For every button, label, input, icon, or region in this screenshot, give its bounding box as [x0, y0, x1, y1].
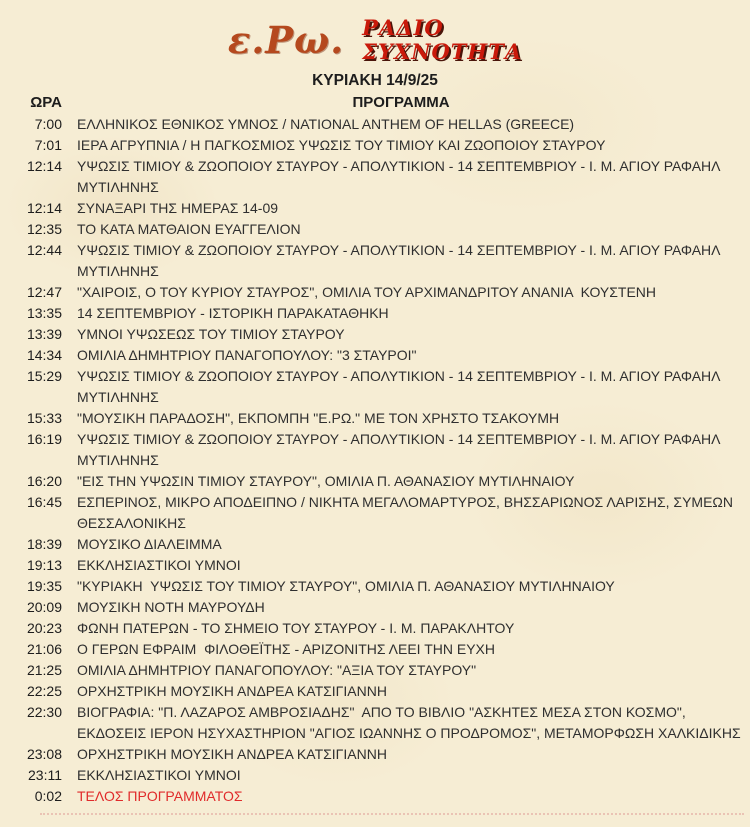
- schedule-time: 7:01: [34, 137, 62, 153]
- decorative-dotted-line: [40, 813, 744, 815]
- schedule-title: ΥΨΩΣΙΣ ΤΙΜΙΟΥ & ΖΩΟΠΟΙΟΥ ΣΤΑΥΡΟΥ - ΑΠΟΛΥΤΙΚΙΟΝ - 14 ΣΕΠΤΕΜΒΡΙΟΥ - Ι. Μ. ΑΓΙΟΥ ΡΑΦΑΗΛ ΜΥΤΙΛΗΝΗΣ: [77, 242, 724, 279]
- schedule-title: ΦΩΝΗ ΠΑΤΕΡΩΝ - ΤΟ ΣΗΜΕΙΟ ΤΟΥ ΣΤΑΥΡΟΥ - Ι. Μ. ΠΑΡΑΚΛΗΤΟΥ: [77, 620, 515, 636]
- schedule-row: [0, 408, 750, 429]
- schedule-row: [0, 324, 750, 345]
- schedule-title: Ο ΓΕΡΩΝ ΕΦΡΑΙΜ ΦΙΛΟΘΕΪΤΗΣ - ΑΡΙΖΟΝΙΤΗΣ ΛΕΕΙ ΤΗΝ ΕΥΧΗ: [77, 641, 495, 657]
- schedule-row: [0, 219, 750, 240]
- schedule-time: 13:39: [26, 326, 62, 342]
- schedule-time: 12:47: [26, 284, 62, 300]
- schedule-row: [0, 660, 750, 681]
- schedule-row: [0, 618, 750, 639]
- schedule-time: 22:30: [26, 704, 62, 720]
- schedule-time: 16:45: [26, 494, 62, 510]
- schedule-time: 20:09: [26, 599, 62, 615]
- schedule-list: [0, 114, 750, 807]
- schedule-row: [0, 681, 750, 702]
- schedule-row: [0, 786, 750, 807]
- schedule-title: ΥΨΩΣΙΣ ΤΙΜΙΟΥ & ΖΩΟΠΟΙΟΥ ΣΤΑΥΡΟΥ - ΑΠΟΛΥΤΙΚΙΟΝ - 14 ΣΕΠΤΕΜΒΡΙΟΥ - Ι. Μ. ΑΓΙΟΥ ΡΑΦΑΗΛ ΜΥΤΙΛΗΝΗΣ: [77, 158, 724, 195]
- schedule-time: 15:29: [26, 368, 62, 384]
- station-name-line2: ΣΥΧΝΟΤΗΤΑ: [362, 39, 523, 64]
- schedule-row: [0, 114, 750, 135]
- schedule-row: [0, 744, 750, 765]
- schedule-title: ΟΡΧΗΣΤΡΙΚΗ ΜΟΥΣΙΚΗ ΑΝΔΡΕΑ ΚΑΤΣΙΓΙΑΝΝΗ: [77, 683, 387, 699]
- schedule-title: ΟΜΙΛΙΑ ΔΗΜΗΤΡΙΟΥ ΠΑΝΑΓΟΠΟΥΛΟΥ: "3 ΣΤΑΥΡΟΙ": [77, 347, 417, 363]
- schedule-row: [0, 597, 750, 618]
- schedule-time: 18:39: [26, 536, 62, 552]
- schedule-row: [0, 471, 750, 492]
- schedule-title: ΜΟΥΣΙΚΟ ΔΙΑΛΕΙΜΜΑ: [77, 536, 222, 552]
- schedule-time: 12:14: [26, 200, 62, 216]
- schedule-time: 21:06: [26, 641, 62, 657]
- schedule-title: "ΧΑΙΡΟΙΣ, Ο ΤΟΥ ΚΥΡΙΟΥ ΣΤΑΥΡΟΣ", ΟΜΙΛΙΑ ΤΟΥ ΑΡΧΙΜΑΝΔΡΙΤΟΥ ΑΝΑΝΙΑ ΚΟΥΣΤΕΝΗ: [77, 284, 657, 300]
- schedule-time: 12:35: [26, 221, 62, 237]
- schedule-time: 21:25: [26, 662, 62, 678]
- schedule-row: [0, 156, 750, 198]
- station-name: [362, 16, 522, 64]
- schedule-row: [0, 135, 750, 156]
- schedule-title: ΟΜΙΛΙΑ ΔΗΜΗΤΡΙΟΥ ΠΑΝΑΓΟΠΟΥΛΟΥ: "ΑΞΙΑ ΤΟΥ ΣΤΑΥΡΟΥ": [77, 662, 477, 678]
- schedule-title: 14 ΣΕΠΤΕΜΒΡΙΟΥ - ΙΣΤΟΡΙΚΗ ΠΑΡΑΚΑΤΑΘΗΚΗ: [77, 305, 389, 321]
- station-name-line1: ΡΑΔΙΟ: [362, 15, 444, 40]
- schedule-title: ΤΕΛΟΣ ΠΡΟΓΡΑΜΜΑΤΟΣ: [77, 788, 243, 804]
- schedule-title: ΙΕΡΑ ΑΓΡΥΠΝΙΑ / Η ΠΑΓΚΟΣΜΙΟΣ ΥΨΩΣΙΣ ΤΟΥ ΤΙΜΙΟΥ ΚΑΙ ΖΩΟΠΟΙΟΥ ΣΤΑΥΡΟΥ: [77, 137, 606, 153]
- schedule-row: [0, 366, 750, 408]
- schedule-time: 16:19: [26, 431, 62, 447]
- column-header-time: ΩΡΑ: [30, 94, 62, 111]
- column-header-program: ΠΡΟΓΡΑΜΜΑ: [352, 94, 450, 111]
- schedule-time: 7:00: [34, 116, 62, 132]
- schedule-title: ΤΟ ΚΑΤΑ ΜΑΤΘΑΙΟΝ ΕΥΑΓΓΕΛΙΟΝ: [77, 221, 301, 237]
- schedule-title: ΥΨΩΣΙΣ ΤΙΜΙΟΥ & ΖΩΟΠΟΙΟΥ ΣΤΑΥΡΟΥ - ΑΠΟΛΥΤΙΚΙΟΝ - 14 ΣΕΠΤΕΜΒΡΙΟΥ - Ι. Μ. ΑΓΙΟΥ ΡΑΦΑΗΛ ΜΥΤΙΛΗΝΗΣ: [77, 368, 724, 405]
- schedule-time: 14:34: [26, 347, 62, 363]
- schedule-title: ΟΡΧΗΣΤΡΙΚΗ ΜΟΥΣΙΚΗ ΑΝΔΡΕΑ ΚΑΤΣΙΓΙΑΝΝΗ: [77, 746, 387, 762]
- schedule-title: ΒΙΟΓΡΑΦΙΑ: "Π. ΛΑΖΑΡΟΣ ΑΜΒΡΟΣΙΑΔΗΣ" ΑΠΟ ΤΟ ΒΙΒΛΙΟ "ΑΣΚΗΤΕΣ ΜΕΣΑ ΣΤΟΝ ΚΟΣΜΟ", ΕΚΔΟΣΕΙΣ ΙΕΡΟΝ ΗΣΥΧΑΣΤΗΡΙΟΝ "ΑΓΙΟΣ ΙΩΑΝΝΗΣ Ο ΠΡΟΔΡΟΜΟΣ", ΜΕΤΑΜΟΡΦΩΣΗ ΧΑΛΚΙΔΙΚΗΣ: [77, 704, 741, 741]
- schedule-row: [0, 702, 750, 744]
- schedule-time: 22:25: [26, 683, 62, 699]
- schedule-row: [0, 555, 750, 576]
- schedule-title: "ΚΥΡΙΑΚΗ ΥΨΩΣΙΣ ΤΟΥ ΤΙΜΙΟΥ ΣΤΑΥΡΟΥ", ΟΜΙΛΙΑ Π. ΑΘΑΝΑΣΙΟΥ ΜΥΤΙΛΗΝΑΙΟΥ: [77, 578, 615, 594]
- schedule-title: ΕΚΚΛΗΣΙΑΣΤΙΚΟΙ ΥΜΝΟΙ: [77, 557, 241, 573]
- schedule-row: [0, 492, 750, 534]
- schedule-row: [0, 198, 750, 219]
- date-title: ΚΥΡΙΑΚΗ 14/9/25: [312, 72, 438, 89]
- station-header: [0, 0, 750, 72]
- schedule-title: ΥΨΩΣΙΣ ΤΙΜΙΟΥ & ΖΩΟΠΟΙΟΥ ΣΤΑΥΡΟΥ - ΑΠΟΛΥΤΙΚΙΟΝ - 14 ΣΕΠΤΕΜΒΡΙΟΥ - Ι. Μ. ΑΓΙΟΥ ΡΑΦΑΗΛ ΜΥΤΙΛΗΝΗΣ: [77, 431, 724, 468]
- schedule-title: "ΕΙΣ ΤΗΝ ΥΨΩΣΙΝ ΤΙΜΙΟΥ ΣΤΑΥΡΟΥ", ΟΜΙΛΙΑ Π. ΑΘΑΝΑΣΙΟΥ ΜΥΤΙΛΗΝΑΙΟΥ: [77, 473, 575, 489]
- schedule-title: ΜΟΥΣΙΚΗ ΝΟΤΗ ΜΑΥΡΟΥΔΗ: [77, 599, 265, 615]
- schedule-time: 16:20: [26, 473, 62, 489]
- schedule-row: [0, 639, 750, 660]
- schedule-title: ΣΥΝΑΞΑΡΙ ΤΗΣ ΗΜΕΡΑΣ 14-09: [77, 200, 279, 216]
- schedule-title: ΥΜΝΟΙ ΥΨΩΣΕΩΣ ΤΟΥ ΤΙΜΙΟΥ ΣΤΑΥΡΟΥ: [77, 326, 345, 342]
- schedule-title: ΕΛΛΗΝΙΚΟΣ ΕΘΝΙΚΟΣ ΥΜΝΟΣ / NATIONAL ANTHEM OF HELLAS (GREECE): [77, 116, 575, 132]
- schedule-title: "ΜΟΥΣΙΚΗ ΠΑΡΑΔΟΣΗ", ΕΚΠΟΜΠΗ "Ε.ΡΩ." ΜΕ ΤΟΝ ΧΡΗΣΤΟ ΤΣΑΚΟΥΜΗ: [77, 410, 560, 426]
- schedule-time: 0:02: [34, 788, 62, 804]
- schedule-row: [0, 534, 750, 555]
- schedule-row: [0, 345, 750, 366]
- schedule-time: 15:33: [26, 410, 62, 426]
- schedule-row: [0, 576, 750, 597]
- schedule-title: ΕΣΠΕΡΙΝΟΣ, ΜΙΚΡΟ ΑΠΟΔΕΙΠΝΟ / ΝΙΚΗΤΑ ΜΕΓΑΛΟΜΑΡΤΥΡΟΣ, ΒΗΣΣΑΡΙΩΝΟΣ ΛΑΡΙΣΗΣ, ΣΥΜΕΩΝ ΘΕΣΣΑΛΟΝΙΚΗΣ: [77, 494, 737, 531]
- schedule-row: [0, 429, 750, 471]
- schedule-time: 23:08: [26, 746, 62, 762]
- schedule-time: 13:35: [26, 305, 62, 321]
- schedule-time: 12:14: [26, 158, 62, 174]
- schedule-row: [0, 240, 750, 282]
- schedule-time: 19:35: [26, 578, 62, 594]
- schedule-title: ΕΚΚΛΗΣΙΑΣΤΙΚΟΙ ΥΜΝΟΙ: [77, 767, 241, 783]
- schedule-row: [0, 303, 750, 324]
- schedule-time: 23:11: [28, 767, 62, 783]
- columns-header: [0, 92, 750, 113]
- schedule-time: 12:44: [26, 242, 62, 258]
- schedule-row: [0, 765, 750, 786]
- schedule-time: 20:23: [26, 620, 62, 636]
- schedule-row: [0, 282, 750, 303]
- station-logo: ε.Ρω.: [227, 18, 345, 62]
- schedule-time: 19:13: [26, 557, 62, 573]
